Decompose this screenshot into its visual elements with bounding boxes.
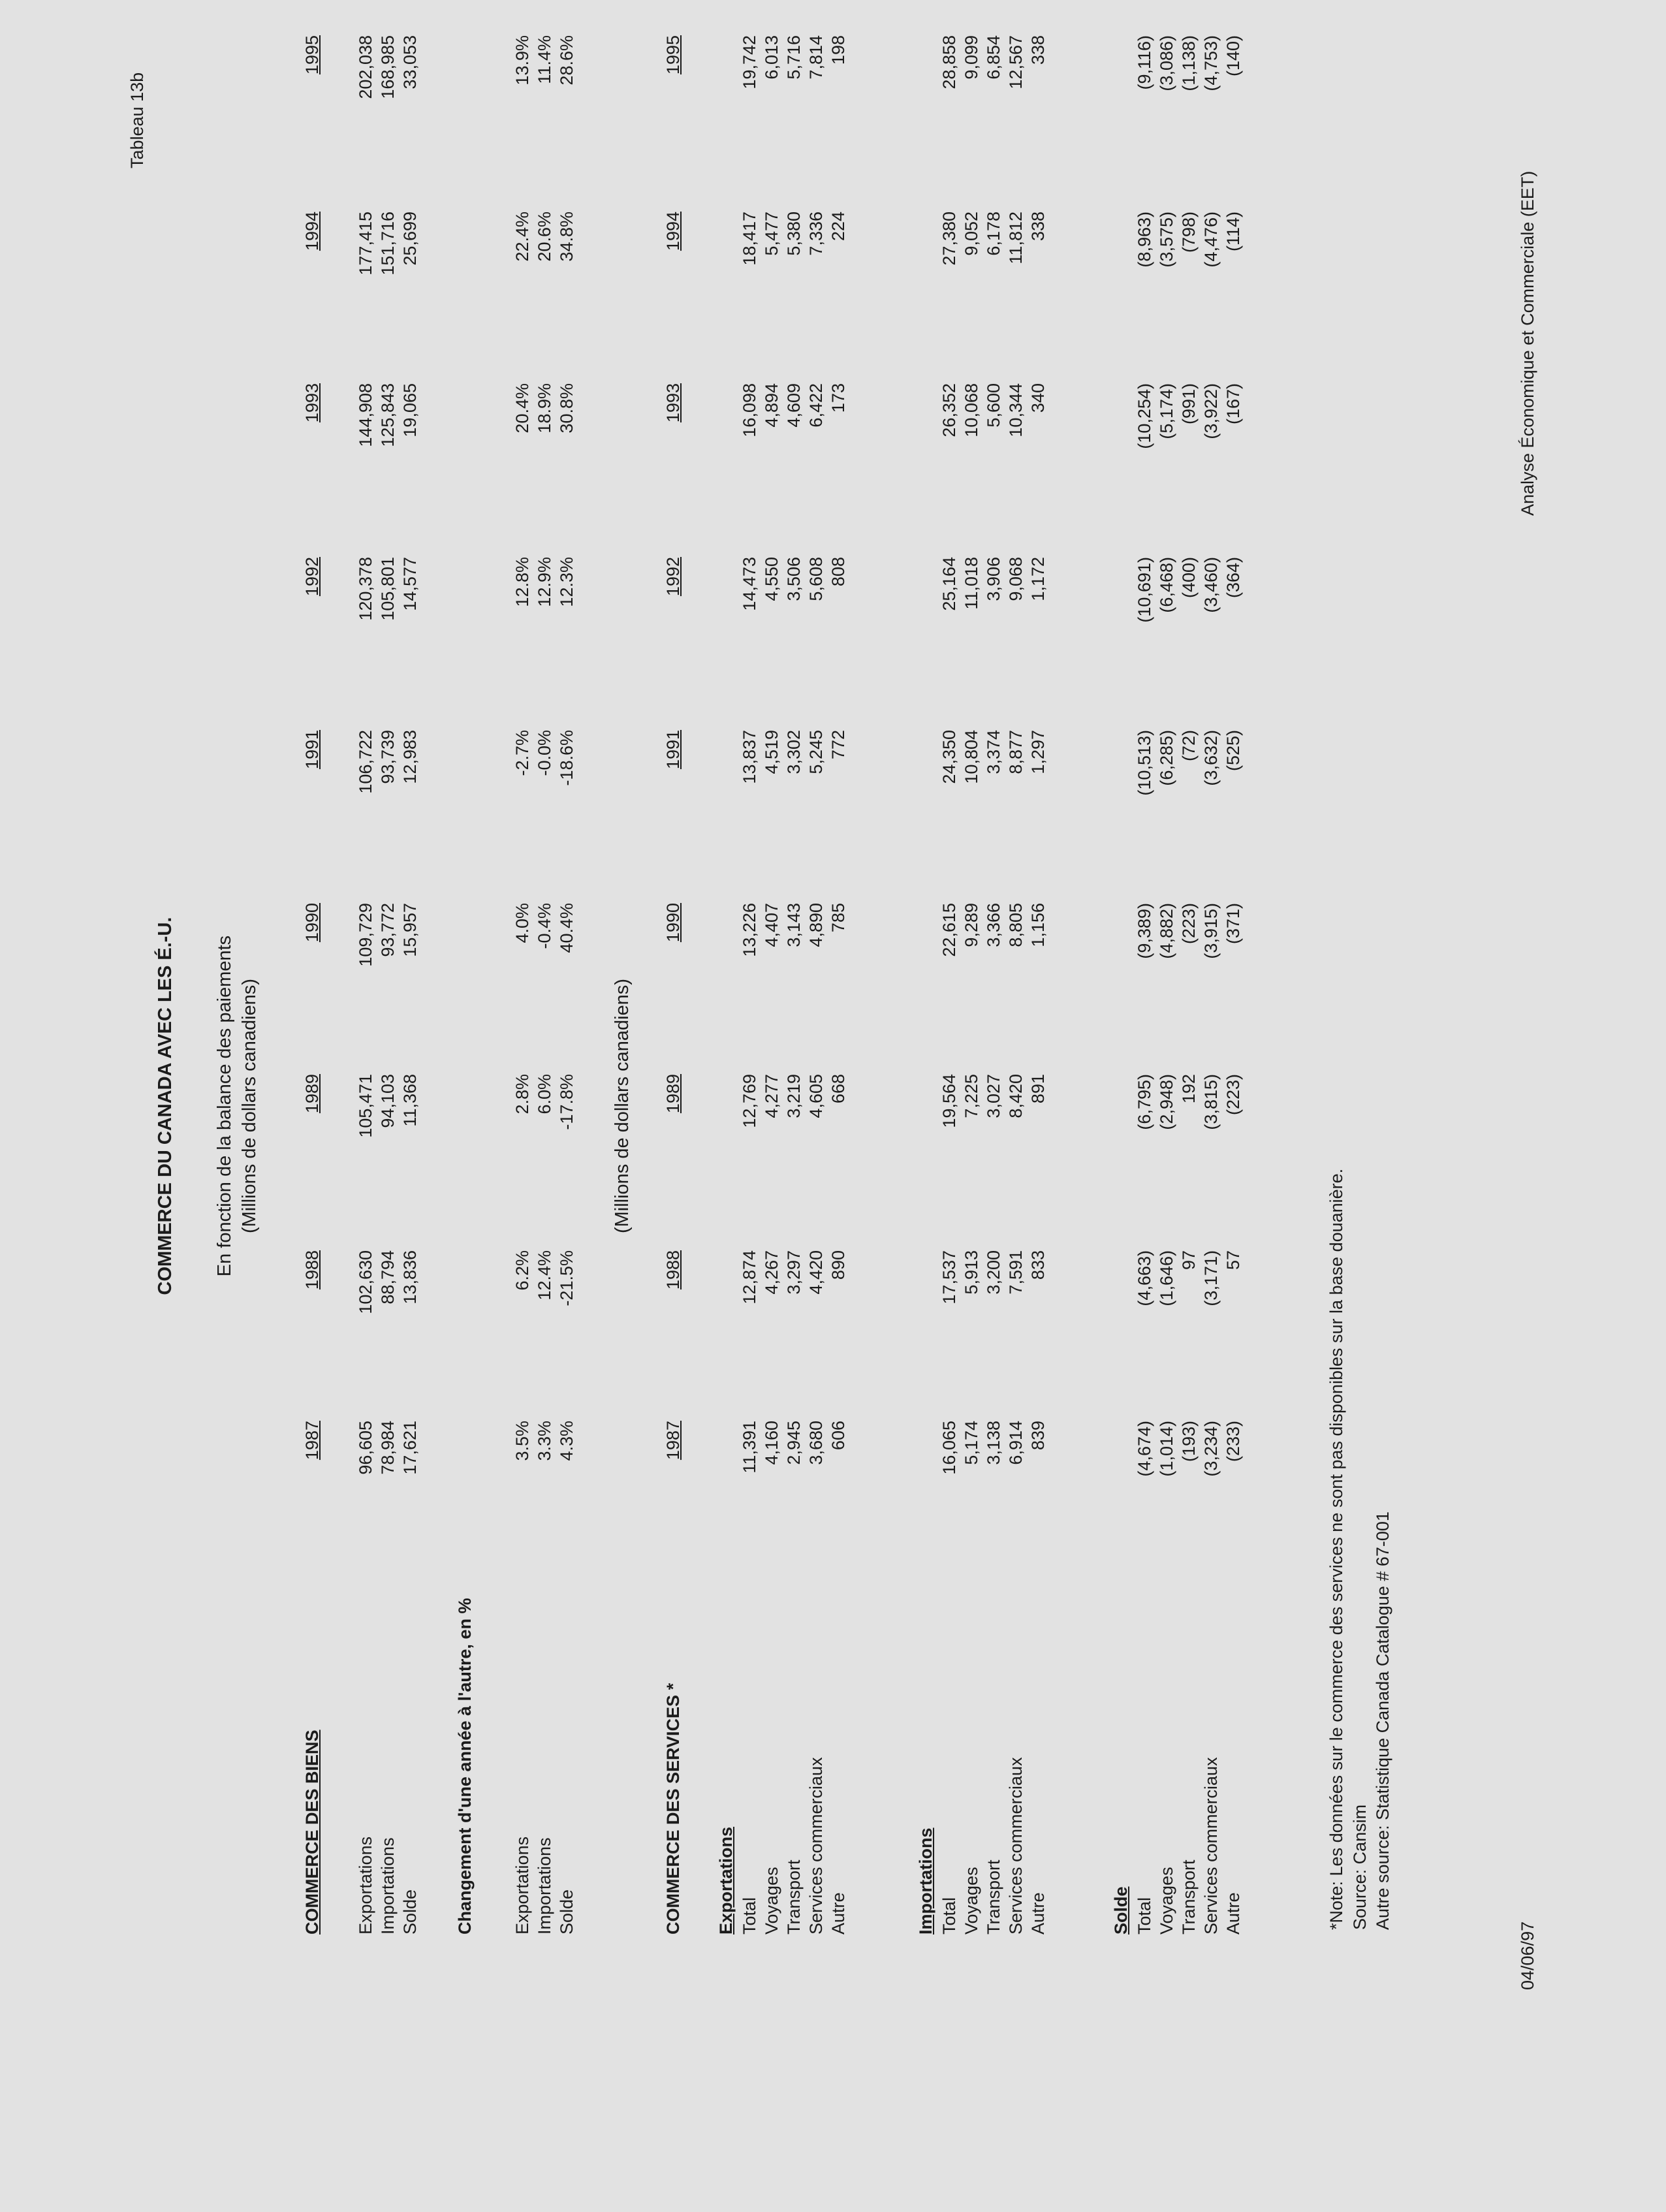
- services-imports-cell: 1,156: [1028, 903, 1048, 947]
- row-label: Services commerciaux: [1201, 1757, 1221, 1935]
- services-imports-cell: 5,913: [962, 1250, 981, 1295]
- change-labels: [511, 1837, 578, 1935]
- goods-cell: 168,985: [378, 35, 398, 99]
- goods-cell: 12,983: [400, 730, 420, 784]
- change-cell: 20.4%: [512, 383, 532, 434]
- services-balance-cell: (140): [1223, 35, 1243, 77]
- services-imports-cell: 17,537: [939, 1250, 959, 1304]
- row-label: Autre: [828, 1892, 848, 1935]
- services-imports-cell: 3,374: [984, 730, 1003, 774]
- balance-heading: Solde: [1111, 1886, 1131, 1935]
- services-imports-cell: 3,366: [984, 903, 1003, 947]
- change-cell: 22.4%: [512, 212, 532, 262]
- row-label: Autre: [1028, 1892, 1048, 1935]
- row-label: Importations: [535, 1837, 554, 1935]
- row-label: Solde: [557, 1889, 576, 1935]
- services-exports-cell: 4,894: [762, 383, 781, 428]
- services-balance-cell: (1,138): [1179, 35, 1199, 91]
- services-imports-cell: 833: [1028, 1250, 1048, 1280]
- row-label: Transport: [984, 1859, 1003, 1935]
- services-balance-cell: (1,014): [1157, 1421, 1176, 1477]
- change-cell: 3.5%: [512, 1421, 532, 1461]
- year-header-1993: 1993: [663, 383, 683, 423]
- row-label: Exportations: [356, 1836, 375, 1935]
- services-imports-cell: 8,877: [1006, 730, 1026, 774]
- goods-cell: 14,577: [400, 557, 420, 611]
- services-imports-cell: 839: [1028, 1421, 1048, 1451]
- row-label: Voyages: [762, 1867, 781, 1935]
- services-balance-cell: (400): [1179, 557, 1199, 599]
- change-cell: 2.8%: [512, 1074, 532, 1114]
- services-balance-cell: (371): [1223, 903, 1243, 945]
- row-label: Total: [939, 1897, 959, 1935]
- services-imports-cell: 338: [1028, 35, 1048, 65]
- year-header-1994: 1994: [663, 212, 683, 251]
- year-header-1987: 1987: [302, 1421, 322, 1461]
- services-imports-cell: 5,174: [962, 1421, 981, 1465]
- services-balance-cell: (3,815): [1201, 1074, 1221, 1130]
- services-balance-cell: (3,915): [1201, 903, 1221, 959]
- imports-heading: Importations: [916, 1827, 935, 1935]
- services-balance-cell: (5,174): [1157, 383, 1176, 439]
- services-exports-cell: 6,013: [762, 35, 781, 80]
- row-label: Total: [740, 1897, 759, 1935]
- services-imports-cell: 5,600: [984, 383, 1003, 428]
- services-exports-cell: 224: [828, 212, 848, 242]
- services-imports-cell: 12,567: [1006, 35, 1026, 89]
- change-cell: 40.4%: [557, 903, 576, 953]
- source-line: Source: Cansim: [1350, 1804, 1370, 1930]
- services-balance-cell: (3,575): [1157, 212, 1176, 268]
- services-balance-cell: 97: [1179, 1250, 1199, 1271]
- goods-cell: 33,053: [400, 35, 420, 89]
- services-balance-cell: (233): [1223, 1421, 1243, 1462]
- services-imports-cell: 9,289: [962, 903, 981, 947]
- change-cell: 12.3%: [557, 557, 576, 607]
- goods-cell: 78,984: [378, 1421, 398, 1475]
- services-heading: COMMERCE DES SERVICES *: [663, 1683, 683, 1935]
- goods-cell: 105,801: [378, 557, 398, 621]
- change-cell: -21.5%: [557, 1250, 576, 1306]
- services-exports-cell: 4,420: [806, 1250, 826, 1295]
- services-imports-cell: 9,099: [962, 35, 981, 80]
- year-header-1990: 1990: [663, 903, 683, 943]
- services-exports-cell: 4,550: [762, 557, 781, 601]
- goods-cell: 109,729: [356, 903, 375, 967]
- services-balance-cell: (991): [1179, 383, 1199, 425]
- services-imports-cell: 26,352: [939, 383, 959, 437]
- services-imports-cell: 891: [1028, 1074, 1048, 1104]
- services-imports-cell: 3,200: [984, 1250, 1003, 1295]
- services-unit: (Millions de dollars canadiens): [612, 978, 633, 1234]
- services-balance-cell: (114): [1223, 212, 1243, 252]
- goods-cell: 144,908: [356, 383, 375, 447]
- services-imports-cell: 10,344: [1006, 383, 1026, 437]
- services-exports-cell: 6,422: [806, 383, 826, 428]
- services-exports-cell: 12,769: [740, 1074, 759, 1128]
- services-balance-cell: (4,753): [1201, 35, 1221, 91]
- year-header-1991: 1991: [302, 730, 322, 770]
- goods-cell: 93,739: [378, 730, 398, 784]
- exports-heading: Exportations: [716, 1826, 736, 1935]
- services-exports-cell: 3,297: [784, 1250, 804, 1295]
- services-exports-cell: 5,477: [762, 212, 781, 256]
- services-balance-cell: (3,234): [1201, 1421, 1221, 1477]
- organization-footer: Analyse Économique et Commerciale (EET): [1518, 170, 1537, 516]
- services-exports-cell: 4,277: [762, 1074, 781, 1118]
- year-header-1992: 1992: [302, 557, 322, 597]
- services-exports-cell: 4,407: [762, 903, 781, 947]
- change-cell: 34.8%: [557, 212, 576, 262]
- change-cell: -2.7%: [512, 730, 532, 776]
- services-exports-cell: 5,716: [784, 35, 804, 80]
- year-header-1988: 1988: [663, 1250, 683, 1290]
- row-label: Voyages: [962, 1867, 981, 1935]
- services-balance-cell: (364): [1223, 557, 1243, 599]
- change-cell: -0.0%: [535, 730, 554, 776]
- services-balance-cell: (72): [1179, 730, 1199, 762]
- services-exports-cell: 4,160: [762, 1421, 781, 1465]
- year-header-1994: 1994: [302, 212, 322, 251]
- services-balance-cell: (1,646): [1157, 1250, 1176, 1306]
- services-balance-cell: (525): [1223, 730, 1243, 772]
- goods-cell: 125,843: [378, 383, 398, 447]
- services-exports-cell: 13,226: [740, 903, 759, 957]
- services-balance-cell: (9,116): [1135, 35, 1154, 90]
- change-cell: 12.4%: [535, 1250, 554, 1301]
- services-imports-cell: 10,068: [962, 383, 981, 437]
- services-balance-cell: (3,460): [1201, 557, 1221, 613]
- services-imports-cell: 6,854: [984, 35, 1003, 80]
- services-balance-cell: (10,691): [1135, 557, 1154, 623]
- services-balance-cell: (4,882): [1157, 903, 1176, 959]
- goods-cell: 15,957: [400, 903, 420, 957]
- change-cell: 4.3%: [557, 1421, 576, 1461]
- services-imports-cell: 3,906: [984, 557, 1003, 601]
- change-cell: 6.2%: [512, 1250, 532, 1291]
- services-imports-cell: 11,018: [962, 557, 981, 610]
- services-imports-cell: 340: [1028, 383, 1048, 413]
- services-exports-cell: 890: [828, 1250, 848, 1280]
- services-exports-cell: 173: [828, 383, 848, 413]
- services-balance-cell: (6,285): [1157, 730, 1176, 786]
- goods-cell: 13,836: [400, 1250, 420, 1304]
- services-exports-cell: 668: [828, 1074, 848, 1104]
- services-balance-cell: (167): [1223, 383, 1243, 425]
- change-cell: 13.9%: [512, 35, 532, 86]
- services-imports-cell: 1,297: [1028, 730, 1048, 774]
- services-exports-cell: 785: [828, 903, 848, 933]
- services-imports-cell: 22,615: [939, 903, 959, 957]
- services-imports-cell: 8,805: [1006, 903, 1026, 947]
- services-imports-cell: 8,420: [1006, 1074, 1026, 1118]
- services-imports-cell: 338: [1028, 212, 1048, 242]
- row-label: Services commerciaux: [1006, 1757, 1026, 1935]
- services-imports-cell: 28,858: [939, 35, 959, 89]
- date-stamp: 04/06/97: [1518, 1921, 1537, 1990]
- services-balance-cell: (3,171): [1201, 1250, 1221, 1306]
- year-header-1991: 1991: [663, 730, 683, 770]
- goods-cell: 17,621: [400, 1421, 420, 1475]
- goods-cell: 93,772: [378, 903, 398, 957]
- services-exports-cell: 4,609: [784, 383, 804, 428]
- services-imports-cell: 9,068: [1006, 557, 1026, 601]
- services-exports-cell: 4,890: [806, 903, 826, 947]
- change-cell: 4.0%: [512, 903, 532, 943]
- services-imports-cell: 9,052: [962, 212, 981, 256]
- goods-cell: 177,415: [356, 212, 375, 276]
- change-cell: 18.9%: [535, 383, 554, 434]
- services-balance-cell: (223): [1223, 1074, 1243, 1116]
- row-label: Autre: [1223, 1892, 1243, 1935]
- services-exports-cell: 3,143: [784, 903, 804, 947]
- goods-cell: 94,103: [378, 1074, 398, 1128]
- services-imports-cell: 25,164: [939, 557, 959, 611]
- goods-labels: [354, 1837, 421, 1935]
- goods-cell: 105,471: [356, 1074, 375, 1138]
- services-balance-cell: (3,086): [1157, 35, 1176, 91]
- row-label: Total: [1135, 1897, 1154, 1935]
- services-imports-cell: 6,178: [984, 212, 1003, 256]
- services-exports-cell: 16,098: [740, 383, 759, 437]
- services-exports-cell: 4,267: [762, 1250, 781, 1295]
- row-label: Services commerciaux: [806, 1757, 826, 1935]
- goods-cell: 106,722: [356, 730, 375, 794]
- year-header-1989: 1989: [302, 1074, 322, 1114]
- year-header-1988: 1988: [302, 1250, 322, 1290]
- services-imports-cell: 11,812: [1006, 212, 1026, 264]
- change-cell: 11.4%: [535, 35, 554, 84]
- services-balance-cell: 192: [1179, 1074, 1199, 1104]
- change-cell: 3.3%: [535, 1421, 554, 1461]
- change-cell: 30.8%: [557, 383, 576, 434]
- change-cell: 12.8%: [512, 557, 532, 607]
- year-header-1990: 1990: [302, 903, 322, 943]
- year-header-1992: 1992: [663, 557, 683, 597]
- row-label: Voyages: [1157, 1867, 1176, 1935]
- services-exports-cell: 808: [828, 557, 848, 587]
- services-imports-cell: 3,027: [984, 1074, 1003, 1118]
- services-balance-cell: (4,674): [1135, 1421, 1154, 1477]
- table-unit: (Millions de dollars canadiens): [239, 978, 260, 1234]
- services-balance-cell: (6,795): [1135, 1074, 1154, 1130]
- services-balance-cell: (223): [1179, 903, 1199, 945]
- balance-labels: [1133, 1757, 1244, 1935]
- services-exports-cell: 3,680: [806, 1421, 826, 1465]
- services-balance-cell: (10,254): [1135, 383, 1154, 449]
- goods-cell: 202,038: [356, 35, 375, 99]
- services-exports-cell: 4,519: [762, 730, 781, 774]
- services-exports-cell: 13,837: [740, 730, 759, 784]
- goods-cell: 11,368: [400, 1074, 420, 1127]
- year-header-1995: 1995: [663, 35, 683, 75]
- services-exports-cell: 3,302: [784, 730, 804, 774]
- services-balance-cell: (4,476): [1201, 212, 1221, 268]
- table-subtitle: En fonction de la balance des paiements: [214, 935, 235, 1277]
- services-balance-cell: (10,513): [1135, 730, 1154, 796]
- services-exports-cell: 11,391: [740, 1421, 759, 1474]
- services-imports-cell: 7,225: [962, 1074, 981, 1118]
- services-balance-cell: (193): [1179, 1421, 1199, 1462]
- services-exports-cell: 14,473: [740, 557, 759, 611]
- services-exports-cell: 198: [828, 35, 848, 65]
- services-balance-cell: (798): [1179, 212, 1199, 253]
- services-exports-cell: 18,417: [740, 212, 759, 266]
- goods-cell: 151,716: [378, 212, 398, 276]
- services-exports-cell: 12,874: [740, 1250, 759, 1304]
- year-header-1989: 1989: [663, 1074, 683, 1114]
- row-label: Exportations: [512, 1836, 532, 1935]
- goods-cell: 88,794: [378, 1250, 398, 1304]
- services-imports-cell: 1,172: [1028, 557, 1048, 601]
- goods-cell: 19,065: [400, 383, 420, 437]
- services-exports-cell: 3,219: [784, 1074, 804, 1118]
- row-label: Transport: [1179, 1859, 1199, 1935]
- services-exports-cell: 7,814: [806, 35, 826, 80]
- services-exports-cell: 2,945: [784, 1421, 804, 1465]
- services-imports-cell: 7,591: [1006, 1250, 1026, 1295]
- year-header-1987: 1987: [663, 1421, 683, 1461]
- services-imports-cell: 10,804: [962, 730, 981, 784]
- change-heading: Changement d'une année à l'autre, en %: [455, 1598, 475, 1935]
- other-source-line: Autre source: Statistique Canada Catalogue # 67-001: [1373, 1511, 1392, 1930]
- row-label: Solde: [400, 1889, 420, 1935]
- exports-labels: [738, 1757, 849, 1935]
- services-exports-cell: 7,336: [806, 212, 826, 256]
- services-imports-cell: 3,138: [984, 1421, 1003, 1465]
- change-cell: -0.4%: [535, 903, 554, 949]
- services-exports-cell: 19,742: [740, 35, 759, 89]
- services-imports-cell: 27,380: [939, 212, 959, 266]
- services-exports-cell: 5,380: [784, 212, 804, 256]
- services-exports-cell: 4,605: [806, 1074, 826, 1118]
- services-balance-cell: (3,922): [1201, 383, 1221, 439]
- services-imports-cell: 24,350: [939, 730, 959, 784]
- change-cell: -18.6%: [557, 730, 576, 786]
- services-imports-cell: 16,065: [939, 1421, 959, 1475]
- goods-cell: 102,630: [356, 1250, 375, 1314]
- goods-heading: COMMERCE DES BIENS: [302, 1730, 322, 1935]
- services-imports-cell: 6,914: [1006, 1421, 1026, 1465]
- services-balance-cell: (8,963): [1135, 212, 1154, 268]
- imports-labels: [938, 1757, 1049, 1935]
- year-header-1995: 1995: [302, 35, 322, 75]
- year-header-1993: 1993: [302, 383, 322, 423]
- services-exports-cell: 3,506: [784, 557, 804, 601]
- row-label: Transport: [784, 1859, 804, 1935]
- services-balance-cell: (9,389): [1135, 903, 1154, 959]
- goods-cell: 120,378: [356, 557, 375, 621]
- goods-cell: 96,605: [356, 1421, 375, 1475]
- change-cell: 12.9%: [535, 557, 554, 607]
- services-imports-cell: 19,564: [939, 1074, 959, 1128]
- services-exports-cell: 5,245: [806, 730, 826, 774]
- services-exports-cell: 5,608: [806, 557, 826, 601]
- services-balance-cell: 57: [1223, 1250, 1243, 1271]
- goods-cell: 25,699: [400, 212, 420, 266]
- change-cell: 28.6%: [557, 35, 576, 86]
- change-cell: -17.8%: [557, 1074, 576, 1130]
- services-exports-cell: 606: [828, 1421, 848, 1451]
- change-cell: 6.0%: [535, 1074, 554, 1114]
- services-balance-cell: (6,468): [1157, 557, 1176, 613]
- table-title: COMMERCE DU CANADA AVEC LES É.-U.: [155, 917, 176, 1295]
- services-balance-cell: (4,663): [1135, 1250, 1154, 1306]
- table-id: Tableau 13b: [127, 72, 147, 168]
- services-balance-cell: (3,632): [1201, 730, 1221, 786]
- services-exports-cell: 772: [828, 730, 848, 760]
- row-label: Importations: [378, 1837, 398, 1935]
- services-balance-cell: (2,948): [1157, 1074, 1176, 1130]
- services-note: *Note: Les données sur le commerce des services ne sont pas disponibles sur la base douanière.: [1327, 1168, 1346, 1930]
- change-cell: 20.6%: [535, 212, 554, 262]
